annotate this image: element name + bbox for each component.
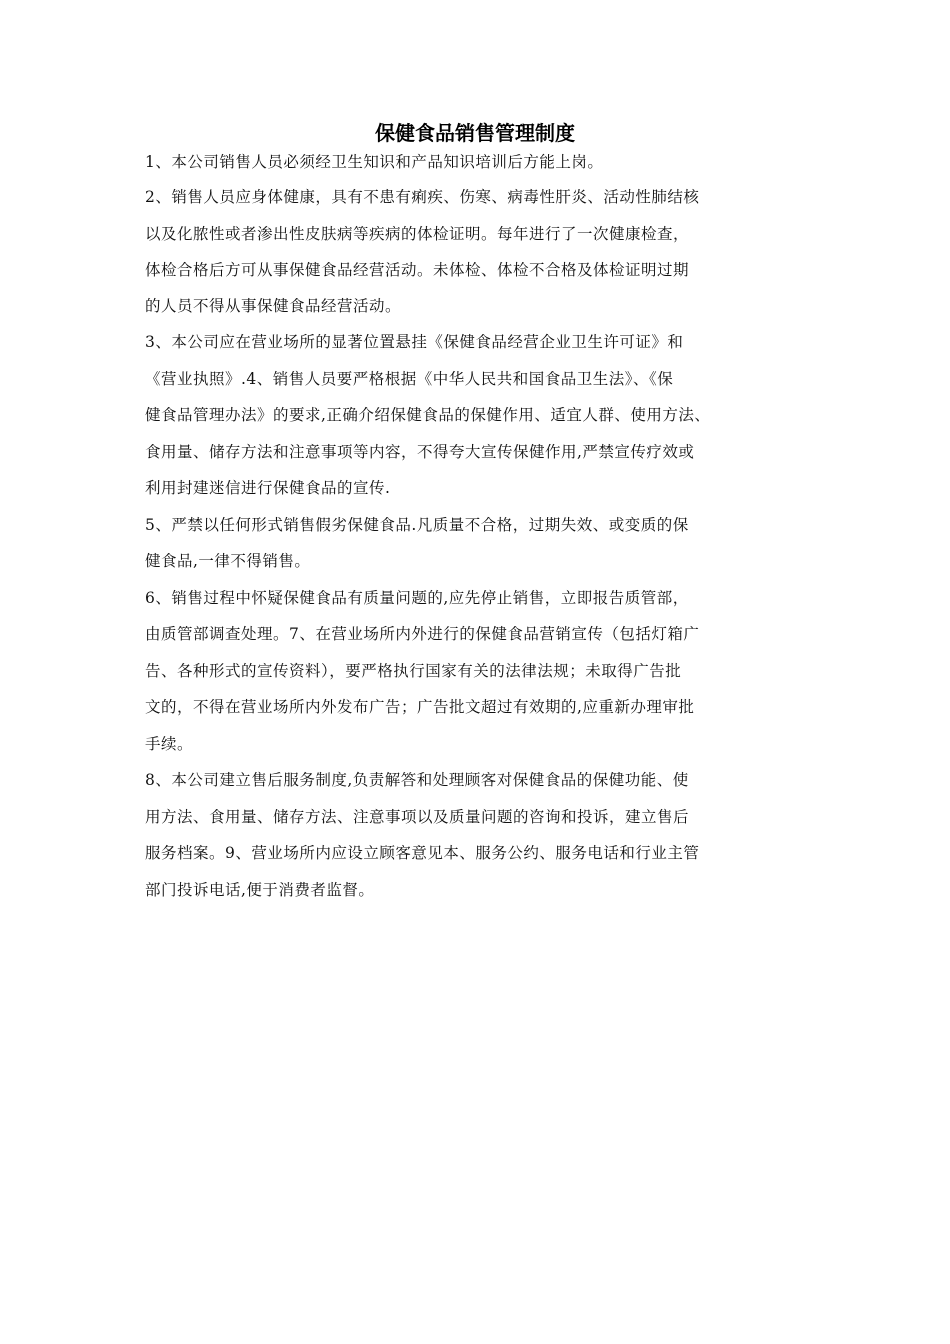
text-line: 服务档案。9、营业场所内应设立顾客意见本、服务公约、服务电话和行业主管 <box>145 844 700 862</box>
text-line: 以及化脓性或者渗出性皮肤病等疾病的体检证明。每年进行了一次健康检查， <box>145 225 690 243</box>
text-line: 告、各种形式的宣传资料），要严格执行国家有关的法律法规；未取得广告批 <box>145 662 682 680</box>
text-line: 食用量、储存方法和注意事项等内容，不得夸大宣传保健作用,严禁宣传疗效或 <box>145 443 695 461</box>
text-line: 手续。 <box>145 735 194 753</box>
text-line: 6、销售过程中怀疑保健食品有质量问题的,应先停止销售，立即报告质管部， <box>145 589 689 607</box>
text-line: 3、本公司应在营业场所的显著位置悬挂《保健食品经营企业卫生许可证》和 <box>145 333 684 351</box>
text-line: 用方法、食用量、储存方法、注意事项以及质量问题的咨询和投诉，建立售后 <box>145 808 690 826</box>
text-line: 8、本公司建立售后服务制度,负责解答和处理顾客对保健食品的保健功能、使 <box>145 771 689 789</box>
text-line: 《营业执照》.4、销售人员要严格根据《中华人民共和国食品卫生法》、《保 <box>145 370 674 388</box>
text-line: 利用封建迷信进行保健食品的宣传. <box>145 479 391 497</box>
text-line: 部门投诉电话,便于消费者监督。 <box>145 881 375 899</box>
text-line: 健食品,一律不得销售。 <box>145 552 311 570</box>
text-line: 健食品管理办法》的要求,正确介绍保健食品的保健作用、适宜人群、使用方法、 <box>145 406 711 424</box>
text-line: 文的，不得在营业场所内外发布广告；广告批文超过有效期的,应重新办理审批 <box>145 698 695 716</box>
document-title: 保健食品销售管理制度 <box>375 121 575 145</box>
text-line: 1、本公司销售人员必须经卫生知识和产品知识培训后方能上岗。 <box>145 153 604 171</box>
text-line: 2、销售人员应身体健康，具有不患有痢疾、伤寒、病毒性肝炎、活动性肺结核 <box>145 188 700 206</box>
text-line: 5、严禁以任何形式销售假劣保健食品.凡质量不合格，过期失效、或变质的保 <box>145 516 689 534</box>
text-line: 体检合格后方可从事保健食品经营活动。未体检、体检不合格及体检证明过期 <box>145 261 690 279</box>
text-line: 的人员不得从事保健食品经营活动。 <box>145 297 402 315</box>
text-line: 由质管部调查处理。7、在营业场所内外进行的保健食品营销宣传（包括灯箱广 <box>145 625 700 643</box>
